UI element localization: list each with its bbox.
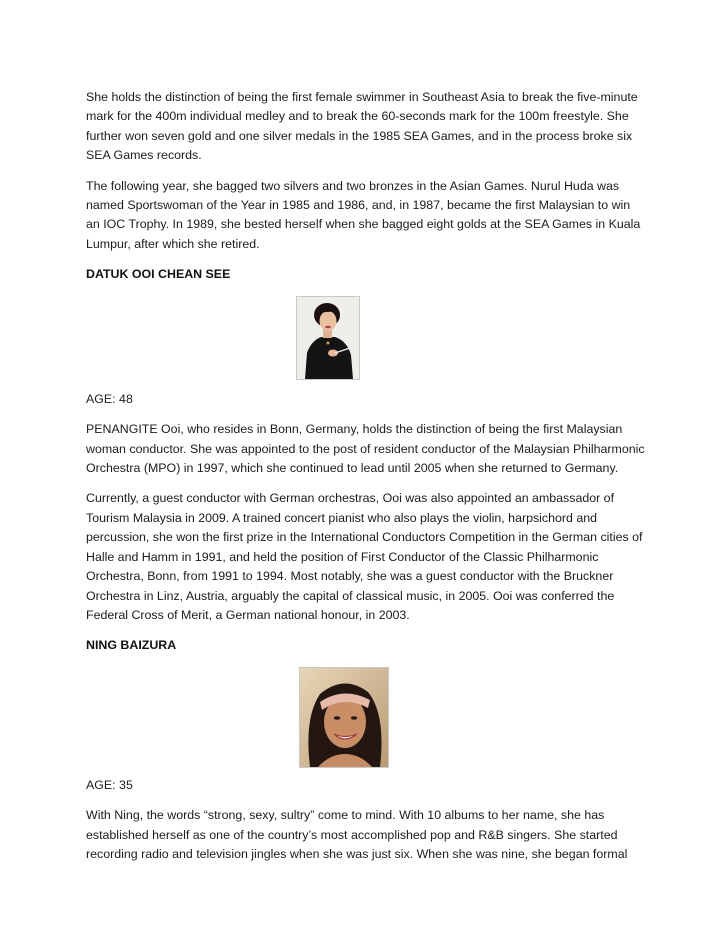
portrait-photo-icon [299, 667, 389, 768]
document-page [86, 88, 646, 876]
ning-paragraph-1: With Ning, the words “strong, sexy, sultry” come to mind. With 10 albums to her name, she has established herself as one of the country’s most accomplished pop and R&B singers. She started recording radio and television jingles when she was just six. When she was nine, she began formal [86, 808, 628, 862]
portrait-photo-icon [296, 296, 360, 380]
ooi-paragraph-2: Currently, a guest conductor with German orchestras, Ooi was also appointed an ambassador of Tourism Malaysia in 2009. A trained concert pianist who also plays the violin, harpsichord and percussion, she won the first prize in the International Conductors Competition in the German cities of Halle and Hamm in 1991, and held the position of First Conductor of the Classic Philharmonic Orchestra, Bonn, from 1991 to 1994. Most notably, she was a guest conductor with the Bruckner Orchestra in Linz, Austria, arguably the capital of classical music, in 2005. Ooi was conferred the Federal Cross of Merit, a German national honour, in 2003. [86, 491, 643, 622]
ooi-paragraph-1: PENANGITE Ooi, who resides in Bonn, Germany, holds the distinction of being the first Malaysian woman conductor. She was appointed to the post of resident conductor of the Malaysian Philharmonic Orchestra (MPO) in 1997, which she continued to lead until 2005 when she returned to Germany. [86, 422, 645, 476]
ning-portrait-graphic [300, 668, 388, 767]
age-label-ooi: AGE: 48 [86, 392, 133, 407]
ooi-portrait-graphic [297, 297, 359, 379]
age-label-ning: AGE: 35 [86, 778, 133, 793]
intro-paragraph-1: She holds the distinction of being the first female swimmer in Southeast Asia to break the five-minute mark for the 400m individual medley and to break the 60-seconds mark for the 100m freestyle. She further won seven gold and one silver medals in the 1985 SEA Games, and in the process broke six SEA Games records. [86, 90, 638, 163]
section-heading-ning: NING BAIZURA [86, 638, 177, 653]
intro-paragraph-2: The following year, she bagged two silvers and two bronzes in the Asian Games. Nurul Huda was named Sportswoman of the Year in 1985 and 1986, and, in 1987, became the first Malaysian to win an IOC Trophy. In 1989, she bested herself when she bagged eight golds at the SEA Games in Kuala Lumpur, after which she retired. [86, 178, 641, 251]
section-heading-ooi: DATUK OOI CHEAN SEE [86, 267, 231, 282]
